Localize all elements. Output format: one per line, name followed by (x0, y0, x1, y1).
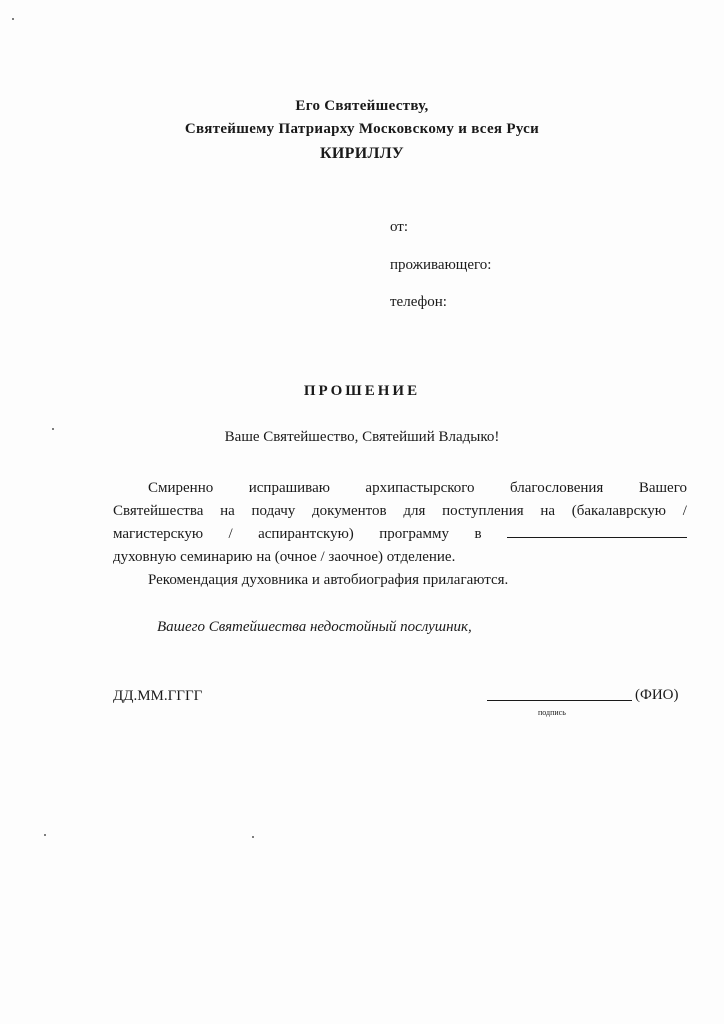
addressee-line-2: Святейшему Патриарху Московскому и всея Руси (184, 121, 540, 137)
scan-speck (52, 428, 54, 430)
addressee-line-1: Его Святейшеству, (295, 98, 429, 114)
body-word: подачу (251, 503, 296, 519)
body-line-4: духовную семинарию на (очное / заочное) отделение. (113, 549, 456, 565)
body-word: программу (379, 526, 450, 542)
date-placeholder: ДД.ММ.ГГГГ (113, 688, 203, 704)
body-word: / (228, 526, 233, 542)
body-line-2 (113, 500, 687, 523)
body-word: Смиренно (148, 480, 214, 496)
body-word: Вашего (638, 480, 687, 496)
body-word: для (403, 503, 426, 519)
scan-speck (12, 18, 14, 20)
body-word: магистерскую (113, 526, 204, 542)
signature-line (487, 700, 632, 701)
fio-label: (ФИО) (635, 687, 679, 703)
scan-speck (44, 834, 46, 836)
sender-phone-label: телефон: (390, 294, 447, 310)
body-word: аспирантскую) (258, 526, 354, 542)
body-word: на (220, 503, 235, 519)
addressee-name: КИРИЛЛУ (320, 145, 404, 162)
body-word: архипастырского (365, 480, 475, 496)
body-word: на (540, 503, 556, 519)
body-word: в (474, 526, 482, 542)
body-word: (бакалаврскую (571, 503, 667, 519)
body-word: / (682, 503, 687, 519)
body-word: благословения (510, 480, 604, 496)
body-word: поступления (442, 503, 524, 519)
scan-speck (252, 836, 254, 838)
body-line-3 (113, 523, 687, 546)
sender-from-label: от: (390, 219, 409, 235)
sender-residing-label: проживающего: (390, 257, 492, 273)
body-word: испрашиваю (248, 480, 330, 496)
body-line-5: Рекомендация духовника и автобиография прилагаются. (148, 572, 509, 588)
closing-phrase: Вашего Святейшества недостойный послушник, (157, 619, 472, 635)
salutation: Ваше Святейшество, Святейший Владыко! (224, 429, 500, 445)
body-word: документов (312, 503, 387, 519)
document-title: ПРОШЕНИЕ (303, 383, 421, 399)
signature-caption: подпись (538, 708, 566, 717)
seminary-blank-line (507, 523, 687, 538)
body-line-1 (148, 477, 687, 500)
body-word: Святейшества (113, 503, 204, 519)
